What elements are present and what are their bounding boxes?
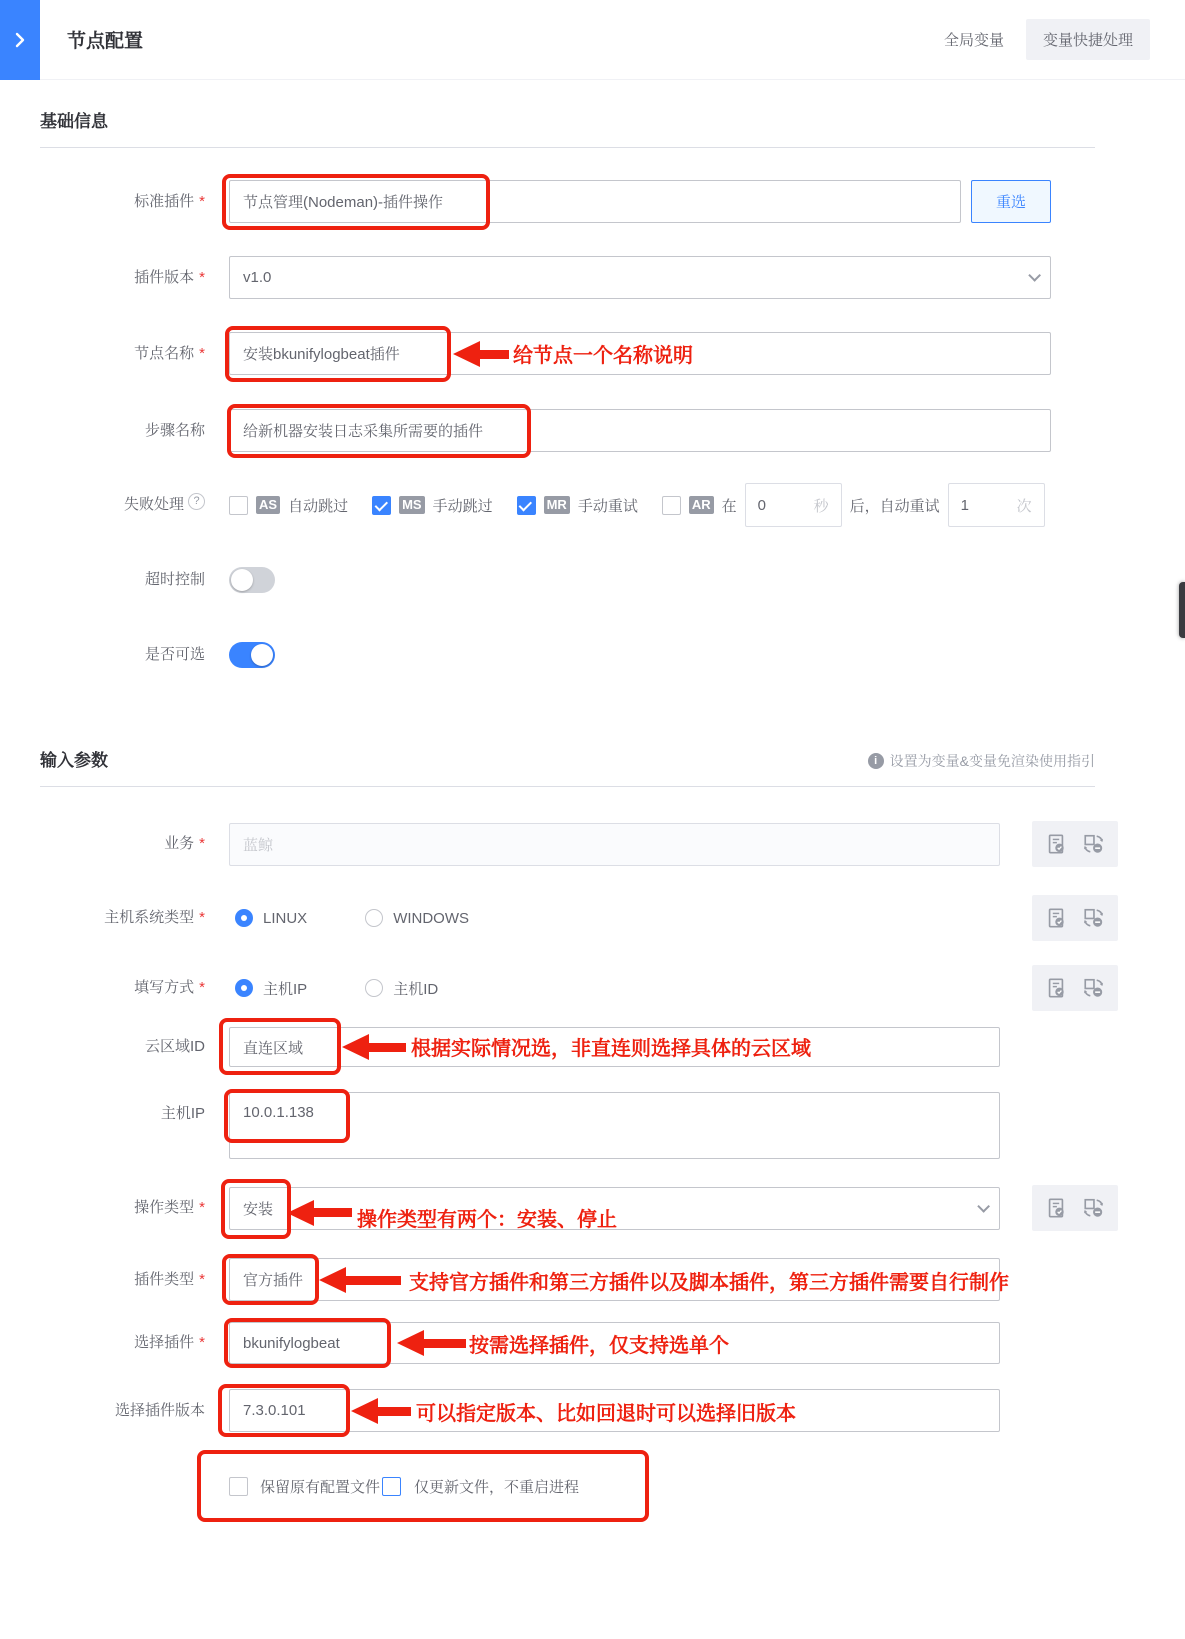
info-icon: i [868, 753, 884, 769]
business-input[interactable] [229, 823, 1000, 866]
annotation-cloud-area-tip: 根据实际情况选，非直连则选择具体的云区域 [411, 1038, 811, 1060]
select-plugin-label: 选择插件 * [134, 1334, 205, 1351]
no-render-variable-icon[interactable] [1082, 977, 1105, 999]
chevron-down-icon [1028, 269, 1041, 282]
node-name-input[interactable] [229, 332, 1051, 375]
business-row [40, 821, 1095, 867]
manual-retry-badge: MR [544, 496, 570, 514]
manual-skip-checkbox[interactable] [372, 496, 391, 515]
collapse-panel-button[interactable] [0, 0, 40, 80]
host-ip-textarea[interactable] [229, 1092, 1000, 1159]
plugin-type-input[interactable] [229, 1258, 1000, 1301]
annotation-version-tip: 可以指定版本、比如回退时可以选择旧版本 [416, 1403, 796, 1425]
required-asterisk: * [199, 344, 205, 362]
timeout-control-label: 超时控制 [144, 571, 205, 588]
radio-option-windows[interactable] [365, 909, 469, 927]
required-asterisk: * [199, 192, 205, 210]
auto-retry-checkbox[interactable] [662, 496, 681, 515]
section-title-input-params: 输入参数 [40, 751, 108, 770]
radio-option-linux[interactable] [235, 909, 307, 927]
plugin-type-row [40, 1258, 1095, 1301]
radio-unselected-icon [365, 909, 383, 927]
failure-handling-row [40, 483, 1051, 527]
optional-row [40, 642, 1051, 668]
fill-mode-label: 填写方式 * [134, 979, 205, 996]
standard-plugin-label: 标准插件 * [134, 192, 205, 210]
select-plugin-input[interactable] [229, 1322, 1000, 1364]
select-plugin-value: bkunifylogbeat [243, 1334, 340, 1352]
node-name-row [40, 332, 1051, 375]
optional-label: 是否可选 [144, 646, 205, 663]
variable-guide-text: 设置为变量&变量免渲染使用指引 [889, 753, 1095, 769]
radio-windows-label: WINDOWS [393, 909, 470, 927]
auto-retry-middle-text: 后，自动重试 [849, 497, 940, 515]
auto-skip-badge: AS [256, 496, 280, 514]
operate-type-select[interactable] [229, 1187, 1000, 1230]
chevron-right-icon [13, 32, 27, 48]
standard-plugin-value: 节点管理(Nodeman)-插件操作 [243, 194, 444, 211]
business-placeholder: 蓝鲸 [243, 836, 274, 854]
plugin-version-label: 插件版本 * [134, 268, 205, 286]
required-asterisk: * [199, 979, 205, 996]
retry-seconds-input[interactable] [745, 483, 842, 527]
plugin-version-row [40, 256, 1051, 299]
set-as-variable-icon[interactable] [1045, 833, 1067, 855]
right-edge-floating-handle[interactable] [1179, 582, 1185, 638]
operate-type-row [40, 1185, 1095, 1231]
manual-skip-label: 手动跳过 [432, 497, 493, 515]
annotation-select-plugin-tip: 按需选择插件，仅支持选单个 [469, 1335, 729, 1357]
set-as-variable-icon[interactable] [1045, 907, 1067, 929]
host-ip-row [40, 1092, 1095, 1159]
set-as-variable-icon[interactable] [1045, 1197, 1067, 1219]
set-as-variable-icon[interactable] [1045, 977, 1067, 999]
retry-times-value: 1 [960, 496, 969, 514]
variable-quick-handle-button[interactable]: 变量快捷处理 [1026, 19, 1150, 60]
required-asterisk: * [199, 835, 205, 852]
annotation-operate-type-tip: 操作类型有两个：安装、停止 [357, 1208, 617, 1231]
select-plugin-version-value: 7.3.0.101 [243, 1402, 306, 1419]
optional-toggle[interactable] [229, 642, 275, 668]
plugin-version-select[interactable] [229, 256, 1051, 299]
cloud-area-value: 直连区域 [243, 1039, 304, 1057]
annotation-plugin-type-tip: 支持官方插件和第三方插件以及脚本插件，第三方插件需要自行制作 [409, 1272, 1009, 1294]
update-only-checkbox[interactable] [382, 1477, 401, 1496]
required-asterisk: * [199, 1199, 205, 1216]
os-type-row [40, 895, 1095, 941]
standard-plugin-field[interactable] [229, 180, 961, 223]
update-only-label: 仅更新文件，不重启进程 [414, 1479, 580, 1496]
business-label: 业务 * [164, 835, 205, 852]
variable-guide-link[interactable] [868, 751, 1095, 771]
divider [40, 147, 1095, 148]
retry-seconds-value: 0 [757, 496, 766, 514]
variable-actions [1032, 895, 1118, 941]
radio-selected-icon [235, 909, 253, 927]
reselect-button[interactable]: 重选 [971, 180, 1051, 223]
standard-plugin-row [40, 180, 1051, 223]
plugin-options-row [40, 1476, 1095, 1497]
node-name-label: 节点名称 * [134, 344, 205, 362]
fill-mode-row [40, 965, 1095, 1011]
chevron-down-icon [977, 1200, 990, 1213]
panel-header [0, 0, 1185, 80]
step-name-label: 步骤名称 [144, 421, 205, 439]
annotation-node-name-tip: 给节点一个名称说明 [513, 345, 693, 367]
times-unit: 次 [1016, 497, 1032, 515]
no-render-variable-icon[interactable] [1082, 1197, 1105, 1219]
cloud-area-row [40, 1027, 1095, 1067]
variable-actions [1032, 965, 1118, 1011]
radio-host-id-label: 主机ID [393, 980, 439, 998]
operate-type-label: 操作类型 * [134, 1199, 205, 1216]
help-icon[interactable]: ? [188, 493, 205, 510]
plugin-type-value: 官方插件 [243, 1272, 304, 1289]
no-render-variable-icon[interactable] [1082, 907, 1105, 929]
radio-linux-label: LINUX [263, 909, 308, 927]
radio-selected-icon [235, 979, 253, 997]
variable-actions [1032, 821, 1118, 867]
auto-skip-checkbox[interactable] [229, 496, 248, 515]
timeout-control-row [40, 567, 1051, 593]
manual-retry-label: 手动重试 [577, 497, 638, 515]
plugin-type-label: 插件类型 * [134, 1270, 205, 1288]
required-asterisk: * [199, 909, 205, 926]
select-plugin-version-label: 选择插件版本 [114, 1401, 205, 1419]
node-name-value: 安装bkunifylogbeat插件 [243, 346, 400, 363]
step-name-input[interactable] [229, 409, 1051, 452]
select-plugin-version-row [40, 1389, 1095, 1432]
no-render-variable-icon[interactable] [1082, 833, 1105, 855]
step-name-value: 给新机器安装日志采集所需要的插件 [243, 423, 484, 440]
operate-type-value: 安装 [243, 1200, 274, 1218]
radio-host-ip-label: 主机IP [263, 980, 308, 998]
os-type-label: 主机系统类型 * [104, 909, 205, 926]
plugin-version-value: v1.0 [243, 269, 272, 286]
keep-config-label: 保留原有配置文件 [260, 1479, 381, 1496]
radio-option-host-ip[interactable] [235, 978, 307, 999]
auto-retry-badge: AR [689, 496, 714, 514]
divider [40, 786, 1095, 787]
required-asterisk: * [199, 268, 205, 286]
radio-option-host-id[interactable] [365, 978, 438, 999]
required-asterisk: * [199, 1270, 205, 1288]
step-name-row [40, 409, 1051, 452]
timeout-control-toggle[interactable] [229, 567, 275, 593]
section-title-basic-info: 基础信息 [40, 112, 108, 131]
retry-times-input[interactable] [948, 483, 1045, 527]
manual-retry-checkbox[interactable] [517, 496, 536, 515]
host-ip-value: 10.0.1.138 [243, 1104, 314, 1121]
cloud-area-input[interactable] [229, 1027, 1000, 1067]
host-ip-label: 主机IP [160, 1105, 205, 1122]
global-variable-link[interactable]: 全局变量 [943, 32, 1004, 49]
page-title: 节点配置 [67, 31, 144, 52]
manual-skip-badge: MS [399, 496, 425, 514]
required-asterisk: * [199, 1334, 205, 1351]
cloud-area-label: 云区域ID [144, 1038, 205, 1055]
variable-actions [1032, 1185, 1118, 1231]
auto-skip-label: 自动跳过 [288, 497, 349, 515]
failure-handling-label: 失败处理 ? [40, 495, 205, 515]
keep-config-checkbox[interactable] [229, 1477, 248, 1496]
select-plugin-version-input[interactable] [229, 1389, 1000, 1432]
radio-unselected-icon [365, 979, 383, 997]
seconds-unit: 秒 [813, 497, 829, 515]
auto-retry-prefix: 在 [721, 497, 737, 515]
select-plugin-row [40, 1322, 1095, 1364]
